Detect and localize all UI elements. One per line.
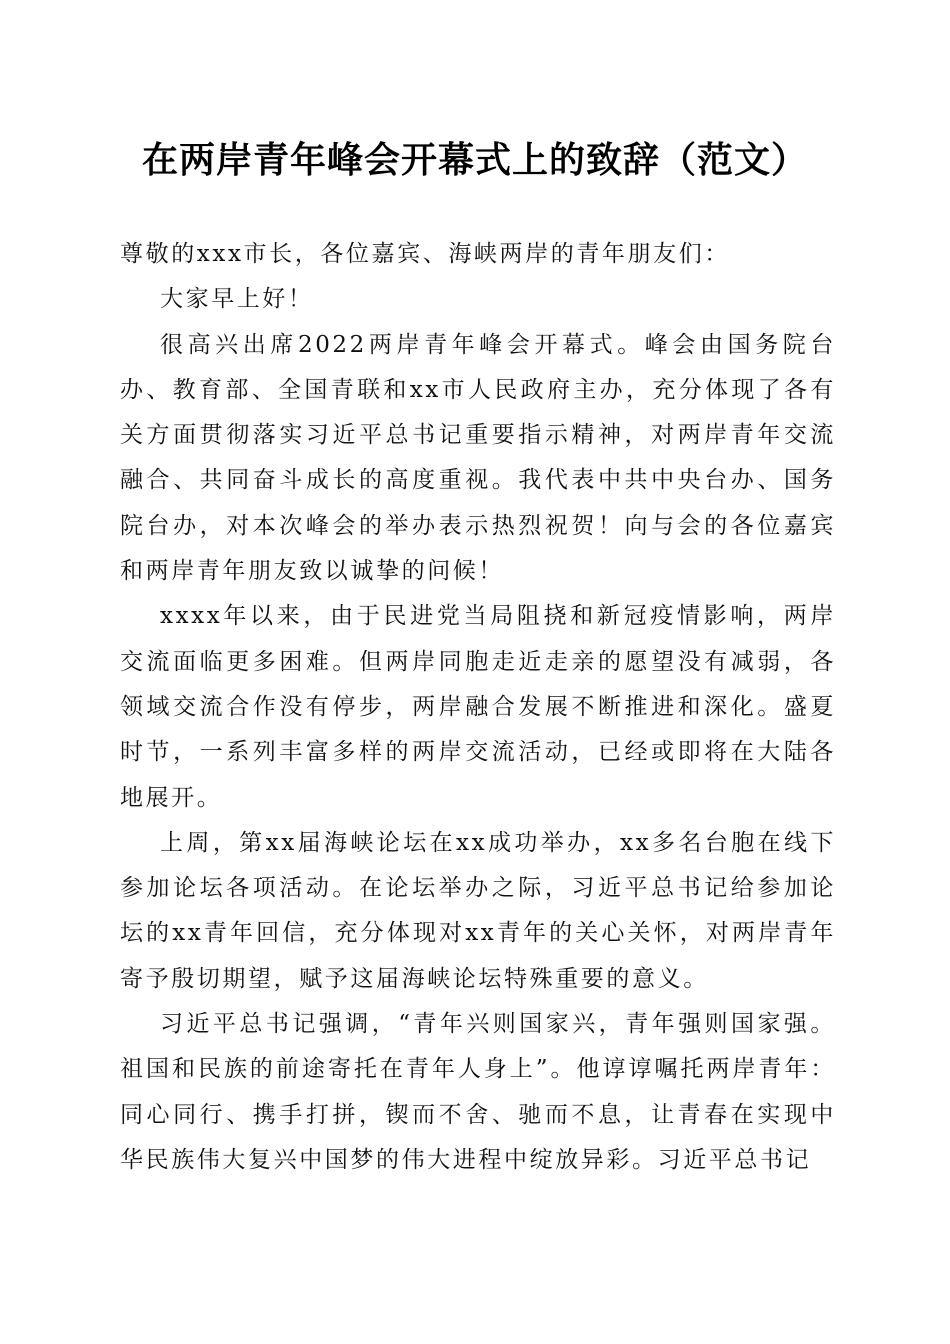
paragraph-greeting: 大家早上好！ — [160, 286, 314, 313]
salutation: 尊敬的xxx市长，各位嘉宾、海峡两岸的青年朋友们： — [120, 241, 730, 267]
paragraph: 很高兴出席2022两岸青年峰会开幕式。峰会由国务院台办、教育部、全国青联和xx市人民政府主办，充分体现了各有关方面贯彻落实习近平总书记重要指示精神，对两岸青年交流融合、共同奋斗成长的高度重视。我代表中共中央台办、国务院台办，对本次峰会的举办表示热烈祝贺！向与会的各位嘉宾和两岸青年朋友致以诚挚的问候！ — [120, 331, 836, 585]
document-title: 在两岸青年峰会开幕式上的致辞（范文） — [141, 139, 808, 181]
paragraph: 习近平总书记强调，“青年兴则国家兴，青年强则国家强。祖国和民族的前途寄托在青年人身上”。他谆谆嘱托两岸青年：同心同行、携手打拼，锲而不舍、驰而不息，让青春在实现中华民族伟大复兴中国梦的伟大进程中绽放异彩。习近平总书记 — [120, 1011, 836, 1173]
paragraph: 上周，第xx届海峡论坛在xx成功举办，xx多名台胞在线下参加论坛各项活动。在论坛举办之际，习近平总书记给参加论坛的xx青年回信，充分体现对xx青年的关心关怀，对两岸青年寄予殷切期望，赋予这届海峡论坛特殊重要的意义。 — [120, 829, 836, 992]
paragraph: xxxx年以来，由于民进党当局阻挠和新冠疫情影响，两岸交流面临更多困难。但两岸同胞走近走亲的愿望没有减弱，各领域交流合作没有停步，两岸融合发展不断推进和深化。盛夏时节，一系列丰富多样的两岸交流活动，已经或即将在大陆各地展开。 — [120, 603, 836, 811]
document-body — [120, 232, 836, 1183]
